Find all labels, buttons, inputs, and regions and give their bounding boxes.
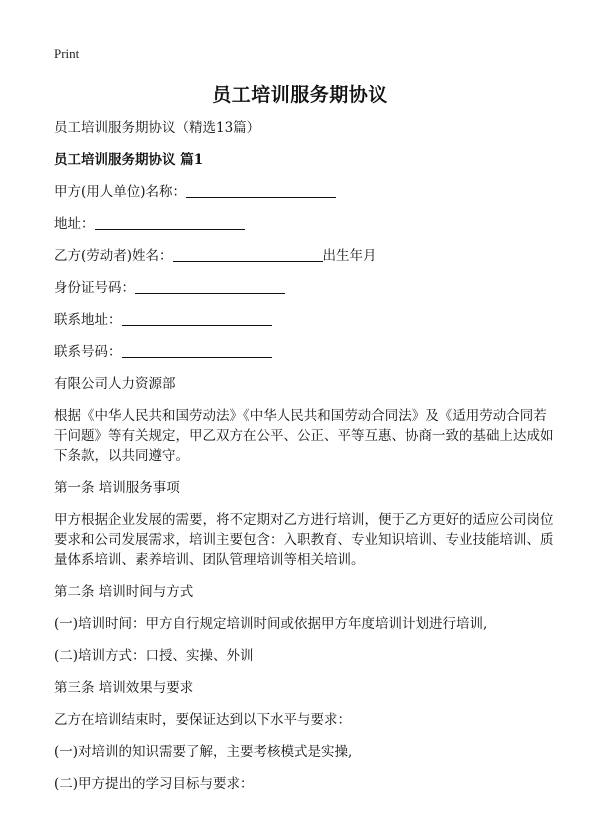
field-party-b <box>54 246 554 266</box>
field-address <box>54 214 554 234</box>
field-contact-address-label: 联系地址： <box>54 312 122 328</box>
field-party-b-label: 乙方(劳动者)姓名： <box>54 248 173 264</box>
party-a-blank <box>186 183 336 198</box>
party-b-blank <box>173 247 323 262</box>
article2-item1: (一)培训时间：甲方自行规定培训时间或依据甲方年度培训计划进行培训, <box>54 616 488 632</box>
document-subtitle: 员工培训服务期协议（精选13篇） <box>54 120 261 136</box>
field-contact-number <box>54 342 554 362</box>
field-party-a <box>54 182 554 202</box>
contact-address-blank <box>122 311 272 326</box>
address-blank <box>95 215 245 230</box>
article1-body: 甲方根据企业发展的需要，将不定期对乙方进行培训，便于乙方更好的适应公司岗位要求和公司发展需求，培训主要包含：入职教育、专业知识培训、专业技能培训、质量体系培训、素养培训、团队管理培训等相关培训。 <box>54 512 554 568</box>
print-link[interactable]: Print <box>54 46 80 61</box>
field-id-number <box>54 278 554 298</box>
article3-heading: 第三条 培训效果与要求 <box>54 680 194 696</box>
document-body <box>54 118 554 794</box>
field-id-number-label: 身份证号码： <box>54 280 135 296</box>
contact-number-blank <box>122 343 272 358</box>
field-address-label: 地址： <box>54 216 95 232</box>
field-contact-address <box>54 310 554 330</box>
intro-paragraph: 根据《中华人民共和国劳动法》《中华人民共和国劳动合同法》及《适用劳动合同若干问题》等有关规定，甲乙双方在公平、公正、平等互惠、协商一致的基础上达成如下条款，以共同遵守。 <box>54 408 554 464</box>
section-heading: 员工培训服务期协议 篇1 <box>54 152 204 168</box>
company-department: 有限公司人力资源部 <box>54 376 176 392</box>
article3-item2: (二)甲方提出的学习目标与要求： <box>54 776 254 792</box>
article1-heading: 第一条 培训服务事项 <box>54 480 180 496</box>
id-number-blank <box>135 279 285 294</box>
field-birth-label: 出生年月 <box>322 248 377 264</box>
article3-body: 乙方在培训结束时，要保证达到以下水平与要求： <box>54 712 351 728</box>
article3-item1: (一)对培训的知识需要了解，主要考核模式是实操, <box>54 744 353 760</box>
document-title: 员工培训服务期协议 <box>212 84 388 106</box>
field-contact-number-label: 联系号码： <box>54 344 122 360</box>
field-party-a-label: 甲方(用人单位)名称： <box>54 184 187 200</box>
article2-heading: 第二条 培训时间与方式 <box>54 584 194 600</box>
article2-item2: (二)培训方式：口授、实操、外训 <box>54 648 254 664</box>
